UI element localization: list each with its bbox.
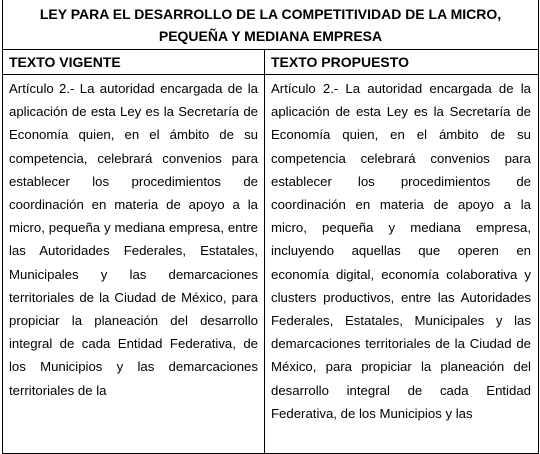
column-header-current-text: TEXTO VIGENTE [3,50,265,75]
article-row [3,75,539,454]
current-text-cell [3,75,265,454]
header-row [3,50,539,75]
title-row [3,0,539,50]
law-title: LEY PARA EL DESARROLLO DE LA COMPETITIVIDAD DE LA MICRO, PEQUEÑA Y MEDIANA EMPRESA [3,0,539,50]
comparison-table [2,0,539,454]
column-header-proposed-text: TEXTO PROPUESTO [265,50,539,75]
proposed-article-text: Artículo 2.- La autoridad encargada de la aplicación de esta Ley es la Secretaría de Economía quien, en el ámbito de su competencia celebrará convenios para establecer los procedimientos de coordinación en materia de apoyo a la micro, pequeña y mediana empresa, incluyendo aquellas que operen en economía digital, economía colaborativa y clusters productivos, entre las Autoridades Federales, Estatales, Municipales y las demarcaciones territoriales de la Ciudad de México, para propiciar la planeación del desarrollo integral de cada Entidad Federativa, de los Municipios y las [271,81,531,421]
current-article-text: Artículo 2.- La autoridad encargada de la aplicación de esta Ley es la Secretaría de Economía quien, en el ámbito de su competencia, celebrará convenios para establecer los procedimientos de coordinación en materia de apoyo a la micro, pequeña y mediana empresa, entre las Autoridades Federales, Estatales, Municipales y las demarcaciones territoriales de la Ciudad de México, para propiciar la planeación del desarrollo integral de cada Entidad Federativa, de los Municipios y las demarcaciones territoriales de la [9,81,258,398]
proposed-text-cell [265,75,539,454]
